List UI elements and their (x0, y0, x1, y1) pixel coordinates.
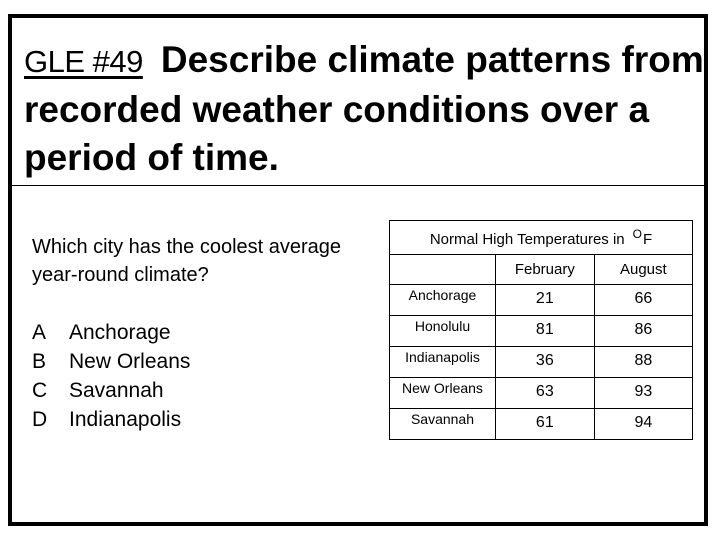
choice-letter: A (32, 321, 47, 344)
table-caption-row (390, 221, 693, 255)
question-text: Which city has the coolest average year-round climate? (32, 236, 342, 286)
table-row (390, 378, 693, 409)
table-header-row (390, 255, 693, 285)
city-cell: Honolulu (390, 316, 496, 347)
choice-text: New Orleans (69, 350, 191, 373)
choice-b[interactable] (32, 347, 190, 376)
august-cell: 88 (594, 347, 692, 378)
choice-d[interactable] (32, 405, 190, 434)
caption-text: Normal High Temperatures in (429, 231, 625, 248)
degree-symbol: O (632, 227, 642, 241)
header-empty-cell (390, 255, 496, 285)
table-row (390, 316, 693, 347)
august-cell: 66 (594, 285, 692, 316)
header-august: August (594, 255, 692, 285)
choice-letter: B (32, 350, 47, 373)
choice-text: Indianapolis (69, 408, 182, 431)
february-cell: 81 (495, 316, 594, 347)
table-row (390, 409, 693, 440)
city-cell: Indianapolis (390, 347, 496, 378)
table-row (390, 347, 693, 378)
answer-choices (32, 318, 190, 434)
table-row (390, 285, 693, 316)
choice-a[interactable] (32, 318, 190, 347)
city-cell: Savannah (390, 409, 496, 440)
february-cell: 61 (495, 409, 594, 440)
header-february: February (495, 255, 594, 285)
choice-letter: C (32, 379, 48, 402)
title-divider (12, 185, 708, 186)
choice-text: Anchorage (69, 321, 171, 344)
february-cell: 36 (495, 347, 594, 378)
city-cell: Anchorage (390, 285, 496, 316)
choice-text: Savannah (69, 379, 164, 402)
temperature-table (389, 220, 693, 440)
slide-title (24, 36, 704, 182)
title-text: Describe climate patterns from recorded weather conditions over a period of time. (24, 39, 704, 178)
february-cell: 21 (495, 285, 594, 316)
august-cell: 86 (594, 316, 692, 347)
table-caption (390, 221, 693, 255)
city-cell: New Orleans (390, 378, 496, 409)
gle-label: GLE #49 (24, 44, 143, 79)
choice-c[interactable] (32, 376, 190, 405)
choice-letter: D (32, 408, 48, 431)
august-cell: 93 (594, 378, 692, 409)
caption-unit: F (642, 231, 653, 248)
august-cell: 94 (594, 409, 692, 440)
february-cell: 63 (495, 378, 594, 409)
